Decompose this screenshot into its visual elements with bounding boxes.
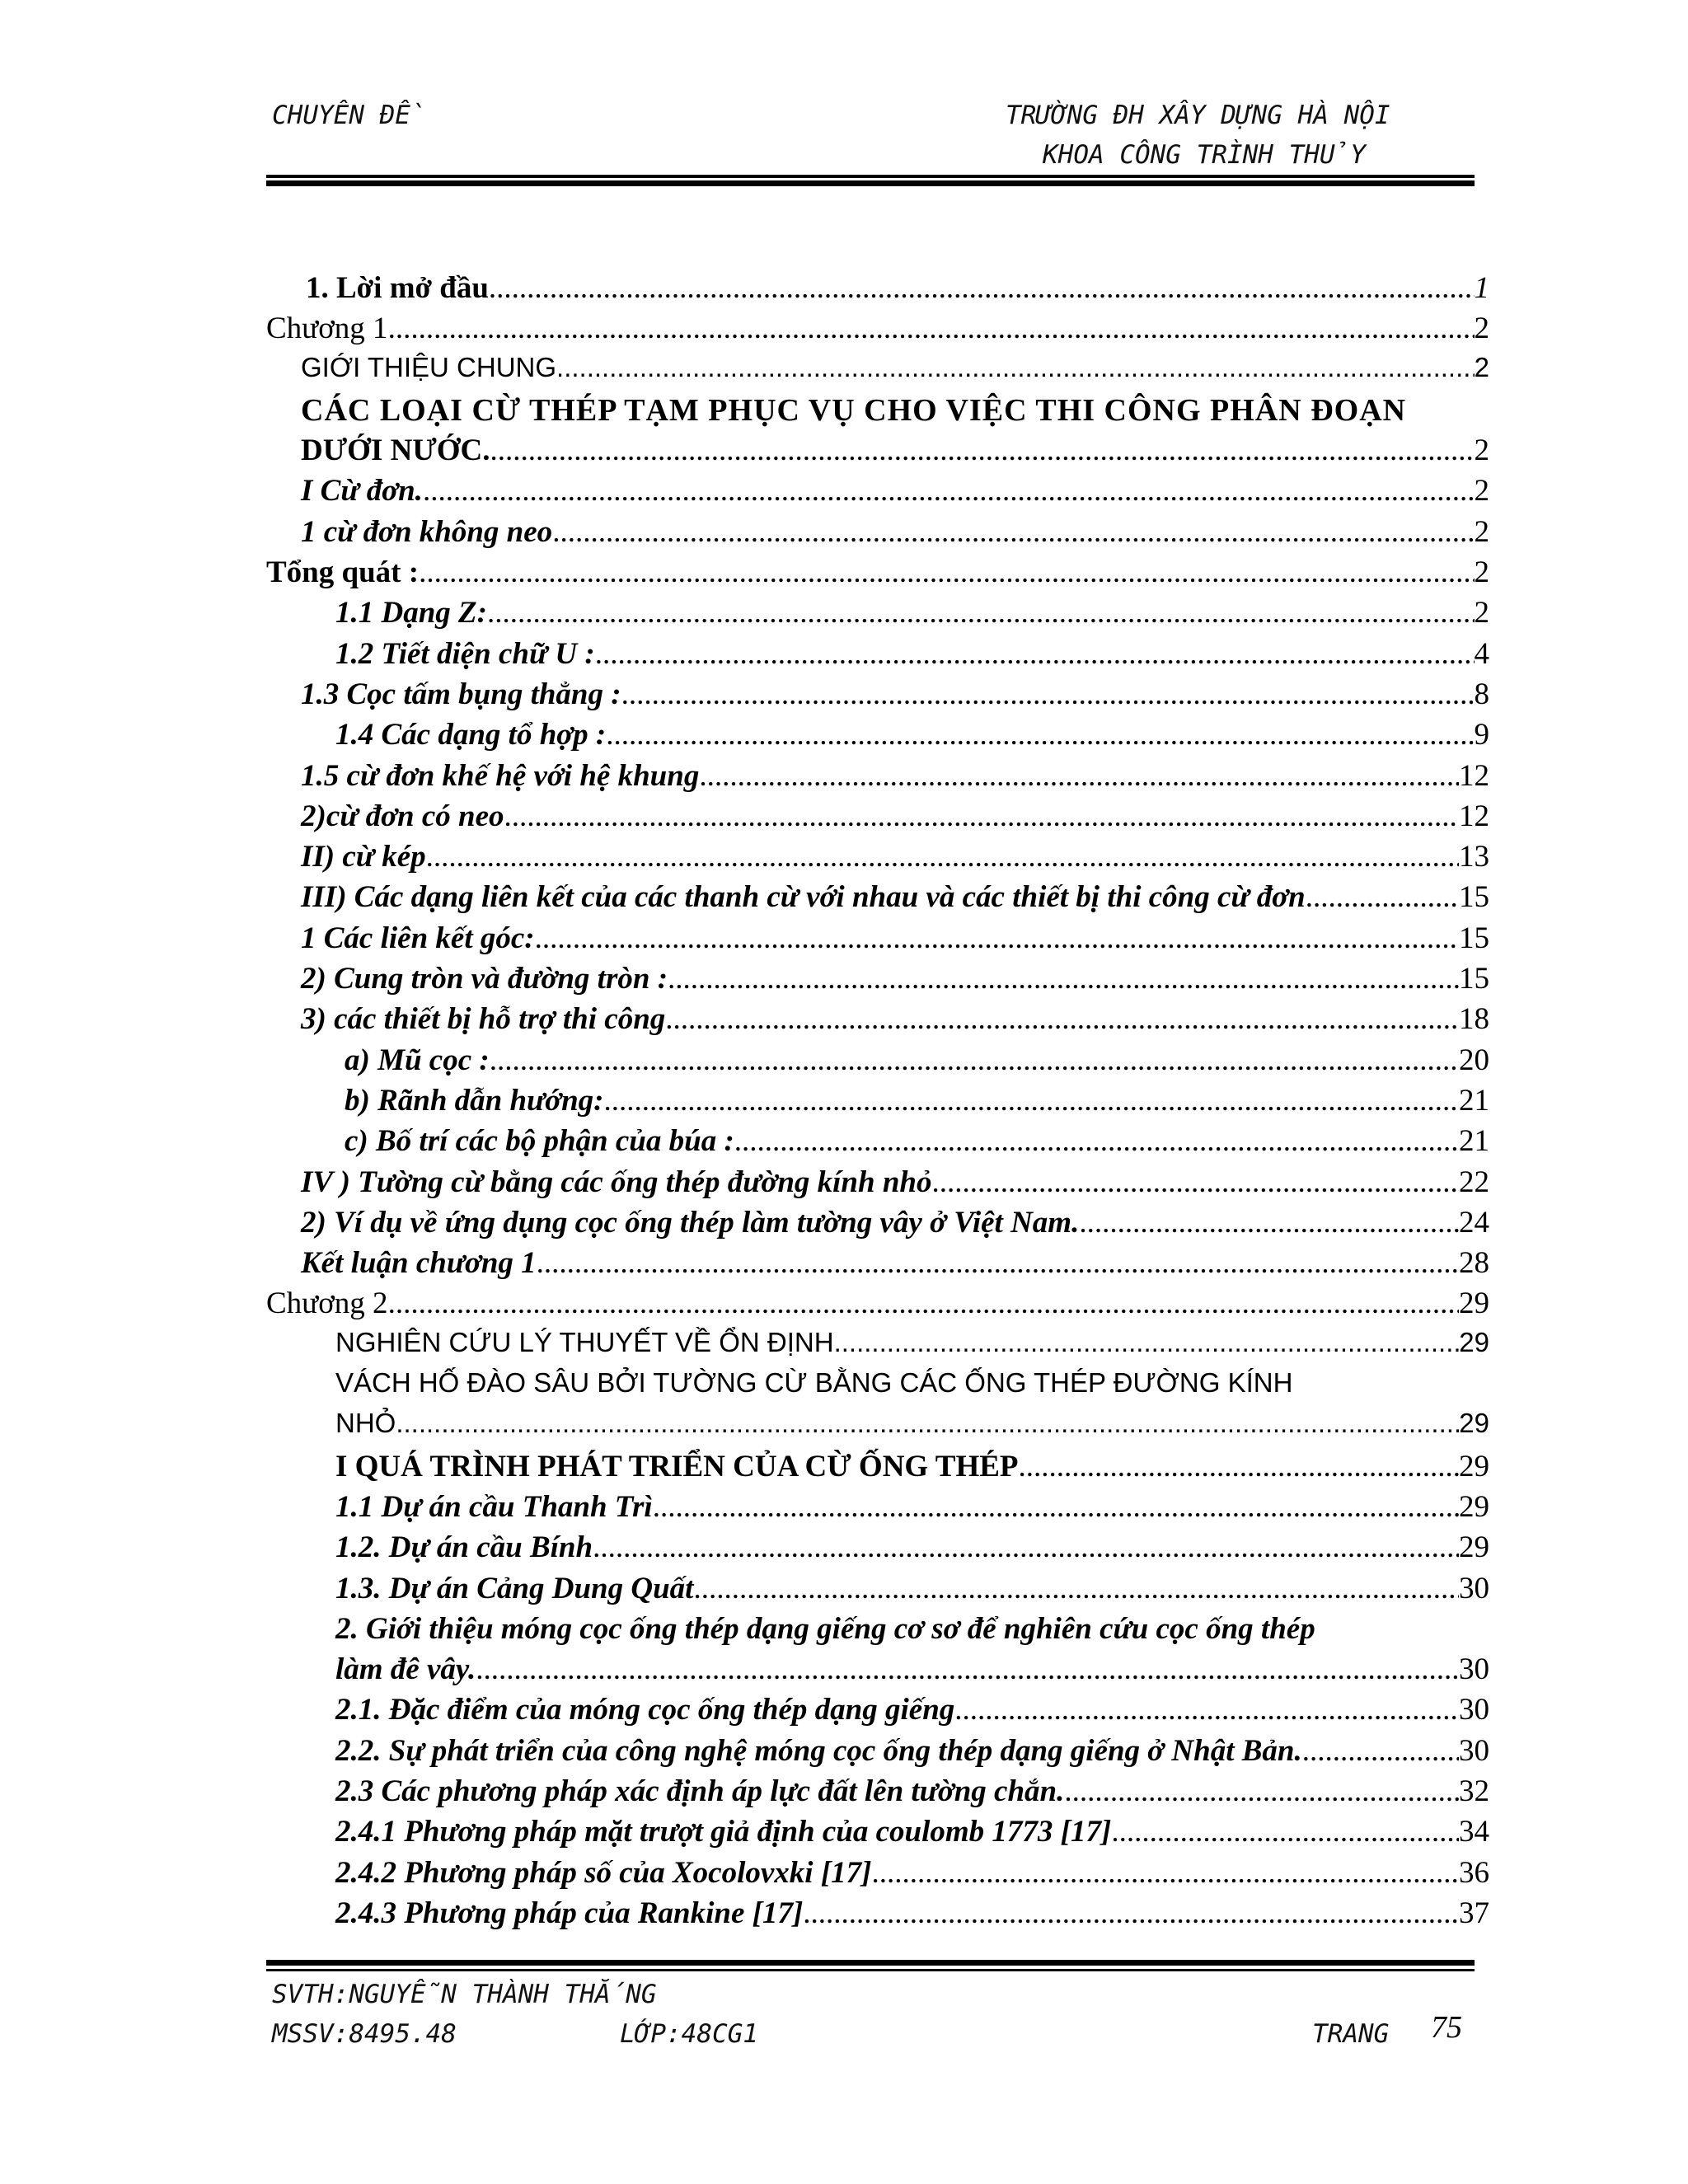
toc-entry	[266, 758, 1489, 799]
toc-entry-page: 34	[1459, 1815, 1489, 1849]
toc-dot-leader	[490, 433, 1475, 468]
toc-entry	[266, 879, 1489, 920]
toc-entry	[266, 1896, 1489, 1936]
toc-entry-page: 28	[1459, 1246, 1489, 1281]
toc-dot-leader	[476, 1652, 1459, 1687]
toc-entry-page: 30	[1459, 1693, 1489, 1727]
toc-entry-title: 2) Ví dụ về ứng dụng cọc ống thép làm tường vây ở Việt Nam.	[301, 1205, 1080, 1240]
toc-entry	[266, 1774, 1489, 1814]
toc-entry-title: 2.1. Đặc điểm của móng cọc ống thép dạng giếng	[335, 1693, 955, 1727]
footer-class: LỚP:48CG1	[620, 2019, 758, 2049]
toc-dot-leader	[1079, 1205, 1459, 1240]
toc-entry	[266, 1327, 1489, 1367]
footer-student: SVTH:NGUYỄN THÀNH THẮNG	[272, 1980, 657, 2009]
header-faculty: KHOA CÔNG TRÌNH THỦY	[1043, 140, 1366, 170]
toc-entry-page: 2	[1474, 312, 1489, 346]
footer-page-number: 75	[1431, 2010, 1462, 2045]
table-of-contents	[266, 270, 1489, 1936]
toc-dot-leader	[734, 1123, 1459, 1159]
footer-rule-thick	[266, 1960, 1475, 1966]
toc-entry-page: 2	[1474, 596, 1489, 630]
toc-dot-leader	[621, 677, 1475, 712]
toc-entry	[266, 1814, 1489, 1854]
toc-entry	[266, 270, 1489, 311]
toc-entry	[266, 717, 1489, 757]
toc-entry	[266, 1692, 1489, 1732]
toc-entry-page: 24	[1459, 1205, 1489, 1240]
toc-dot-leader	[954, 1692, 1459, 1727]
toc-entry	[266, 514, 1489, 555]
toc-entry-title: III) Các dạng liên kết của các thanh cừ với nhau và các thiết bị thi công cừ đơn	[301, 880, 1306, 915]
toc-entry-title: CÁC LOẠI CỪ THÉP TẠM PHỤC VỤ CHO VIỆC THI CÔNG PHÂN ĐOẠN	[301, 392, 1407, 428]
header-rule-thin	[266, 175, 1475, 178]
toc-entry	[266, 1245, 1489, 1286]
toc-dot-leader	[803, 1896, 1459, 1931]
toc-entry-page: 29	[1459, 1326, 1489, 1357]
toc-dot-leader	[834, 1327, 1460, 1358]
toc-entry	[266, 1571, 1489, 1611]
header-rule-thick	[266, 180, 1475, 186]
toc-entry-page: 2	[1474, 434, 1489, 468]
toc-entry	[266, 1123, 1489, 1164]
toc-dot-leader	[665, 1001, 1459, 1037]
toc-dot-leader	[593, 1530, 1459, 1565]
toc-entry-title: 1 Các liên kết góc:	[301, 921, 535, 955]
toc-entry-page: 32	[1459, 1774, 1489, 1808]
toc-entry-page: 12	[1459, 758, 1489, 793]
toc-entry-title: a) Mũ cọc :	[345, 1043, 490, 1077]
toc-entry-title: 2)cừ đơn có neo	[301, 799, 504, 833]
footer-mssv: MSSV:8495.48	[272, 2019, 457, 2049]
toc-entry-title: b) Rãnh dẫn hướng:	[345, 1083, 604, 1118]
toc-entry	[266, 961, 1489, 1001]
toc-entry-page: 2	[1474, 351, 1489, 382]
toc-entry-title: 2.4.1 Phương pháp mặt trượt giả định của coulomb 1773 [17]	[335, 1815, 1112, 1849]
toc-entry	[266, 1205, 1489, 1245]
toc-entry	[266, 1652, 1489, 1692]
toc-entry	[266, 311, 1489, 351]
toc-dot-leader	[1306, 879, 1459, 915]
toc-entry	[266, 1367, 1489, 1408]
toc-entry-page: 29	[1459, 1449, 1489, 1483]
toc-entry-title: 1.4 Các dạng tổ hợp :	[335, 718, 607, 752]
toc-entry	[266, 677, 1489, 717]
toc-entry-title: 1.2 Tiết diện chữ U :	[335, 636, 595, 671]
toc-entry-page: 2	[1474, 555, 1489, 590]
toc-entry-page: 15	[1459, 880, 1489, 915]
toc-entry-title: 2.3 Các phương pháp xác định áp lực đất lên tường chắn.	[335, 1774, 1065, 1808]
toc-entry	[266, 1043, 1489, 1083]
toc-entry-page: 15	[1459, 921, 1489, 955]
toc-entry-title: 3) các thiết bị hỗ trợ thi công	[301, 1002, 666, 1037]
toc-dot-leader	[537, 1245, 1459, 1281]
toc-entry-page: 21	[1459, 1124, 1489, 1159]
toc-entry	[266, 352, 1489, 392]
toc-entry-page: 21	[1459, 1083, 1489, 1118]
toc-entry	[266, 1611, 1489, 1652]
toc-dot-leader	[932, 1165, 1460, 1200]
toc-entry-title: 1.3 Cọc tấm bụng thẳng :	[301, 677, 621, 711]
footer-page-label: TRANG	[1312, 2019, 1390, 2049]
toc-entry-page: 29	[1459, 1286, 1489, 1321]
header-school: TRƯỜNG ĐH XÂY DỰNG HÀ NỘI	[1006, 101, 1390, 130]
toc-entry-page: 30	[1459, 1571, 1489, 1605]
toc-dot-leader	[489, 270, 1475, 306]
toc-entry-page: 29	[1459, 1489, 1489, 1524]
toc-dot-leader	[423, 473, 1475, 509]
toc-entry-title: 1 cừ đơn không neo	[301, 514, 553, 549]
toc-dot-leader	[426, 839, 1459, 874]
toc-entry-title: 2.2. Sự phát triển của công nghệ móng cọc ống thép dạng giếng ở Nhật Bản.	[335, 1733, 1302, 1768]
toc-entry-page: 15	[1459, 962, 1489, 996]
toc-entry-title: Chương 2	[266, 1286, 388, 1321]
toc-entry-title: 1.1 Dự án cầu Thanh Trì	[335, 1489, 653, 1524]
toc-entry	[266, 1165, 1489, 1205]
toc-dot-leader	[388, 311, 1475, 346]
toc-dot-leader	[693, 1571, 1459, 1606]
toc-entry	[266, 1286, 1489, 1326]
toc-entry-page: 8	[1474, 677, 1489, 711]
toc-entry-title: 1. Lời mở đầu	[306, 271, 489, 305]
toc-dot-leader	[603, 1083, 1459, 1118]
toc-entry-page: 30	[1459, 1652, 1489, 1687]
toc-entry	[266, 799, 1489, 839]
toc-entry-title: 2. Giới thiệu móng cọc ống thép dạng giếng cơ sơ để nghiên cứu cọc ống thép	[335, 1611, 1315, 1646]
toc-entry-page: 2	[1474, 474, 1489, 509]
header-left: CHUYÊN ĐỀ	[272, 101, 426, 130]
toc-entry-title: IV ) Tường cừ bằng các ống thép đường kính nhỏ	[301, 1165, 932, 1199]
toc-dot-leader	[1019, 1449, 1459, 1484]
toc-entry	[266, 1733, 1489, 1774]
toc-entry-title: GIỚI THIỆU CHUNG	[301, 351, 557, 382]
toc-entry	[266, 595, 1489, 635]
toc-entry	[266, 1855, 1489, 1896]
toc-entry-title: 1.2. Dự án cầu Bính	[335, 1530, 593, 1565]
toc-entry-title: c) Bố trí các bộ phận của búa :	[345, 1124, 734, 1159]
toc-entry	[266, 433, 1489, 473]
toc-entry-page: 20	[1459, 1043, 1489, 1077]
toc-entry-page: 37	[1459, 1896, 1489, 1930]
toc-entry	[266, 839, 1489, 879]
toc-entry-title: 1.1 Dạng Z:	[335, 596, 487, 630]
toc-dot-leader	[606, 717, 1474, 752]
toc-entry-title: NHỎ	[335, 1408, 396, 1439]
toc-entry-title: NGHIÊN CỨU LÝ THUYẾT VỀ ỔN ĐỊNH	[335, 1326, 834, 1357]
toc-entry-page: 4	[1474, 636, 1489, 671]
toc-dot-leader	[653, 1489, 1459, 1525]
toc-entry-title: Kết luận chương 1	[301, 1246, 537, 1281]
toc-entry	[266, 392, 1489, 433]
toc-entry-page: 30	[1459, 1733, 1489, 1768]
toc-entry-page: 36	[1459, 1855, 1489, 1890]
toc-entry-page: 2	[1474, 514, 1489, 549]
toc-entry-title: DƯỚI NƯỚC.	[301, 434, 490, 468]
toc-dot-leader	[699, 758, 1459, 794]
toc-dot-leader	[556, 352, 1475, 383]
toc-entry-title: 2.4.3 Phương pháp của Rankine [17]	[335, 1896, 804, 1930]
toc-entry-page: 13	[1459, 840, 1489, 874]
toc-dot-leader	[1064, 1774, 1459, 1809]
toc-dot-leader	[871, 1855, 1459, 1891]
toc-entry	[266, 1489, 1489, 1530]
toc-dot-leader	[668, 961, 1459, 996]
toc-entry-title: 1.3. Dự án Cảng Dung Quất	[335, 1571, 694, 1605]
toc-entry	[266, 1408, 1489, 1448]
toc-dot-leader	[1111, 1814, 1459, 1849]
toc-dot-leader	[396, 1408, 1459, 1439]
toc-entry	[266, 1001, 1489, 1042]
toc-entry-title: I QUÁ TRÌNH PHÁT TRIỂN CỦA CỪ ỐNG THÉP	[335, 1449, 1019, 1483]
toc-dot-leader	[535, 921, 1459, 956]
footer-rule-thin	[266, 1969, 1475, 1971]
toc-entry-page: 29	[1459, 1408, 1489, 1439]
toc-entry-page: 9	[1474, 718, 1489, 752]
toc-dot-leader	[490, 1043, 1459, 1078]
toc-entry-title: 2) Cung tròn và đường tròn :	[301, 962, 668, 996]
toc-entry	[266, 1449, 1489, 1489]
toc-dot-leader	[419, 555, 1474, 590]
toc-entry-title: 1.5 cừ đơn khế hệ với hệ khung	[301, 758, 700, 793]
toc-entry-title: 2.4.2 Phương pháp số của Xocolovxki [17]	[335, 1855, 872, 1890]
toc-entry-title: Tổng quát :	[266, 555, 420, 590]
toc-entry-title: Chương 1	[266, 312, 388, 346]
toc-dot-leader	[504, 799, 1459, 834]
toc-entry-page: 12	[1459, 799, 1489, 833]
toc-entry	[266, 555, 1489, 595]
toc-entry-page: 29	[1459, 1530, 1489, 1565]
toc-entry-page: 1	[1474, 271, 1489, 305]
toc-entry	[266, 636, 1489, 677]
toc-entry	[266, 1530, 1489, 1570]
toc-entry	[266, 1083, 1489, 1123]
toc-entry-title: II) cừ kép	[301, 840, 426, 874]
toc-dot-leader	[487, 595, 1475, 630]
toc-entry-page: 22	[1459, 1165, 1489, 1199]
toc-entry	[266, 473, 1489, 513]
toc-dot-leader	[388, 1286, 1459, 1321]
toc-dot-leader	[595, 636, 1475, 672]
toc-entry-title: I Cừ đơn.	[301, 474, 423, 509]
toc-entry-page: 18	[1459, 1002, 1489, 1037]
toc-entry	[266, 921, 1489, 961]
toc-dot-leader	[1302, 1733, 1459, 1769]
toc-entry-title: làm đê vây.	[335, 1652, 476, 1687]
toc-entry-title: VÁCH HỐ ĐÀO SÂU BỞI TƯỜNG CỪ BẰNG CÁC ỐNG THÉP ĐƯỜNG KÍNH	[335, 1367, 1293, 1399]
toc-dot-leader	[552, 514, 1474, 550]
